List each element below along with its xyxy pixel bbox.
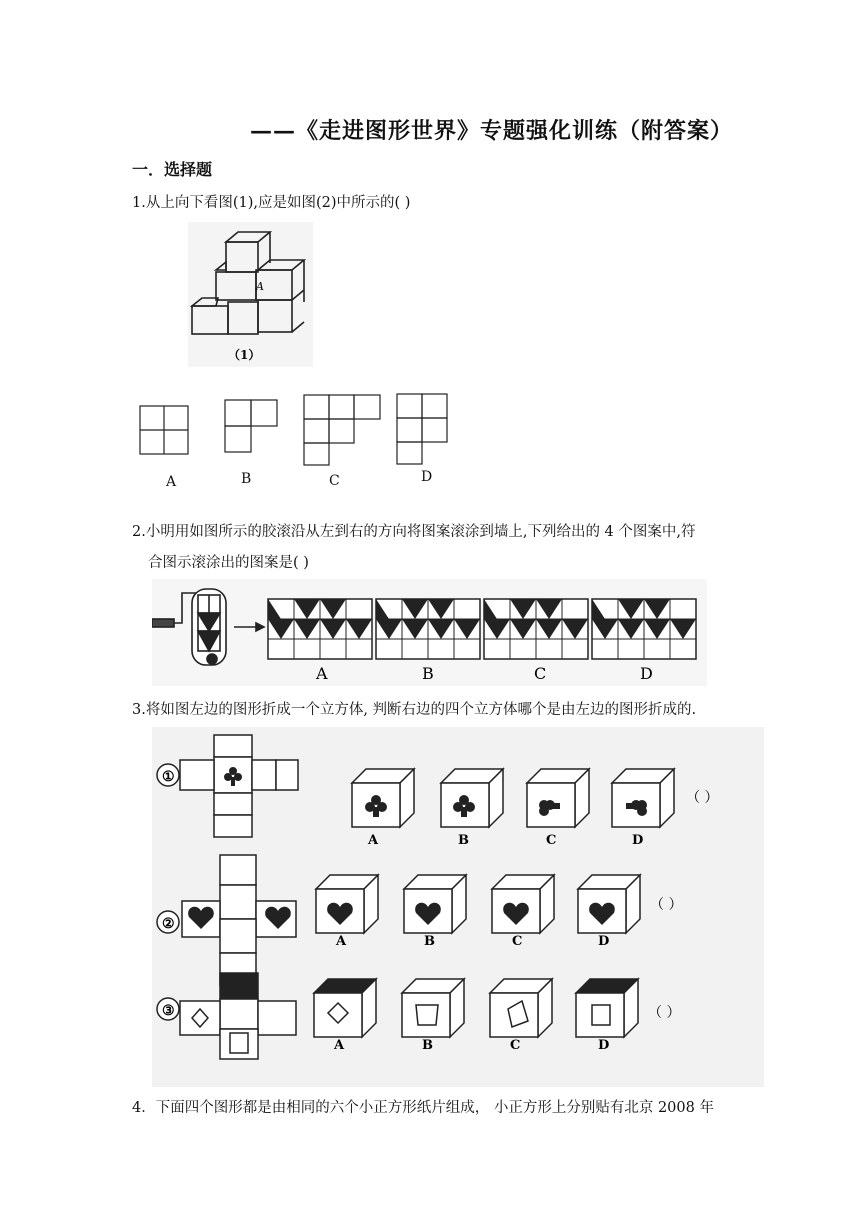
question-3-row-1-option-d[interactable]: D <box>632 833 644 848</box>
question-1-option-d-figure <box>395 392 449 466</box>
question-1-option-c[interactable]: C <box>329 473 340 489</box>
question-3-row-2-option-b[interactable]: B <box>424 934 435 949</box>
question-2-option-a[interactable]: A <box>316 664 328 683</box>
figure-1-caption: （1） <box>228 348 261 362</box>
question-1-text: 1.从上向下看图(1),应是如图(2)中所示的( ) <box>132 195 411 211</box>
section-heading: 一．选择题 <box>132 160 213 179</box>
question-2-option-b[interactable]: B <box>422 664 434 683</box>
question-1-figure-1 <box>188 222 313 367</box>
question-1-option-b[interactable]: B <box>241 471 252 487</box>
question-3-row-1-option-c[interactable]: C <box>546 833 557 848</box>
page-title: ——《走进图形世界》专题强化训练（附答案） <box>250 118 734 144</box>
question-3-row-1-option-a[interactable]: A <box>368 833 379 848</box>
question-1-option-a[interactable]: A <box>166 474 177 490</box>
question-1-option-b-figure <box>223 398 281 456</box>
question-1-option-a-figure <box>138 404 190 456</box>
question-2-text-line-1: 2.小明用如图所示的胶滚沿从左到右的方向将图案滚涂到墙上,下列给出的 4 个图案中,符 <box>132 524 696 540</box>
question-3-row-1-blank: （ ） <box>686 790 719 806</box>
question-3-row-1-number: ① <box>162 769 175 785</box>
question-2-option-c[interactable]: C <box>534 664 547 683</box>
question-3-row-2-option-d[interactable]: D <box>598 934 610 949</box>
question-3-row-3-option-c[interactable]: C <box>510 1038 521 1053</box>
question-3-row-3-blank: （ ） <box>648 1005 681 1021</box>
question-2-option-d[interactable]: D <box>640 664 653 683</box>
question-2-text-line-2: 合图示滚涂出的图案是( ) <box>148 555 309 571</box>
question-3-row-2-option-c[interactable]: C <box>512 934 523 949</box>
question-2-figure <box>152 579 707 686</box>
question-3-row-3-number: ③ <box>162 1003 175 1019</box>
question-3-row-3-option-a[interactable]: A <box>334 1038 345 1053</box>
question-3-row-2-option-a[interactable]: A <box>336 934 347 949</box>
question-3-figure <box>152 727 764 1087</box>
question-3-row-2-number: ② <box>162 916 175 932</box>
question-3-row-3-option-d[interactable]: D <box>598 1038 610 1053</box>
figure-face-label: A <box>256 280 264 293</box>
question-3-text: 3.将如图左边的图形折成一个立方体, 判断右边的四个立方体哪个是由左边的图形折成的. <box>132 702 697 718</box>
question-3-row-3-option-b[interactable]: B <box>422 1038 433 1053</box>
question-4-text: 4．下面四个图形都是由相同的六个小正方形纸片组成， 小正方形上分别贴有北京 2008 年 <box>132 1100 714 1116</box>
question-3-row-2-blank: （ ） <box>650 897 683 913</box>
question-3-row-1-option-b[interactable]: B <box>458 833 469 848</box>
question-1-option-c-figure <box>302 393 384 467</box>
question-1-option-d[interactable]: D <box>421 469 433 485</box>
